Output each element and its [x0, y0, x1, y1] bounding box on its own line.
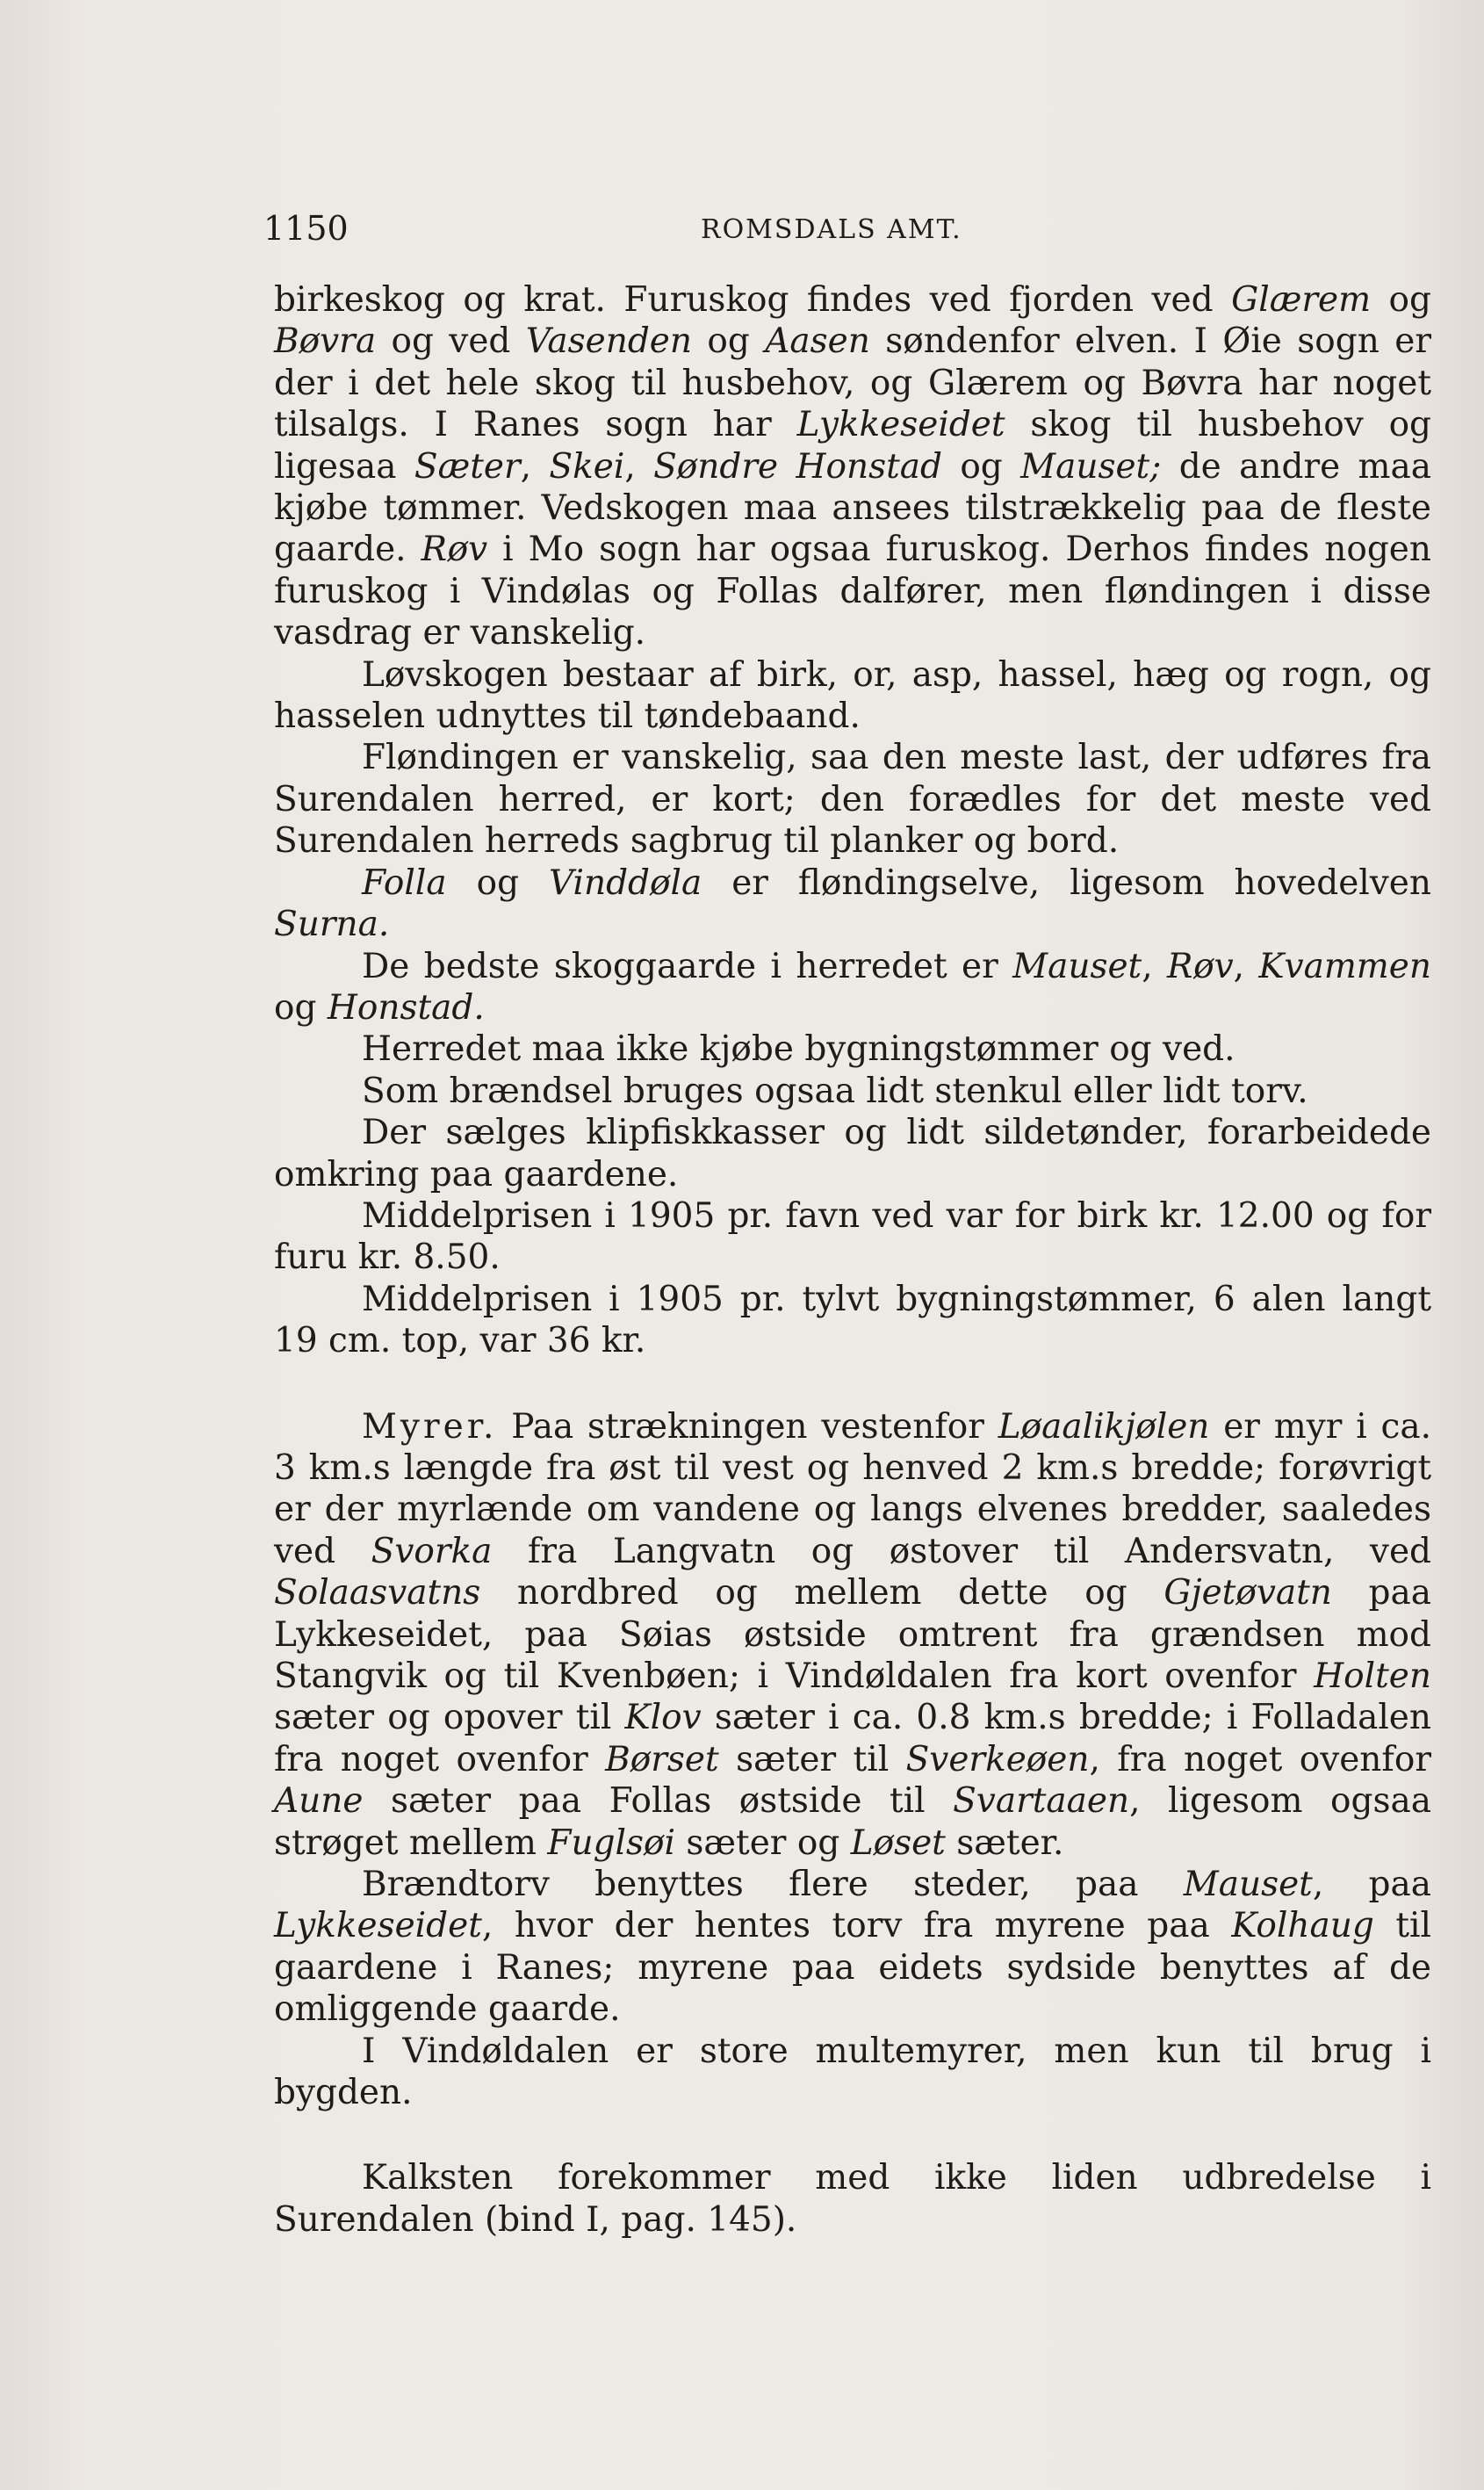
paragraph-best-farms: De bedste skoggaarde i herredet er Mauset, Røv, Kvammen og Honstad. — [274, 946, 1431, 1028]
paragraph-price-wood: Middelprisen i 1905 pr. favn ved var for birk kr. 12.00 og for furu kr. 8.50. — [274, 1195, 1431, 1278]
paragraph-cloudberry: I Vindøldalen er store multemyrer, men kun til brug i bygden. — [274, 2031, 1431, 2113]
paragraph-floating: Fløndingen er vanskelig, saa den meste last, der udføres fra Surendalen herred, er kort; den forædles for det meste ved Surendalen herreds sagbrug til planker og bord. — [274, 738, 1431, 862]
paragraph-peat: Brændtorv benyttes flere steder, paa Mauset, paa Lykkeseidet, hvor der hentes torv fra myrene paa Kolhaug til gaardene i Ranes; myrene paa eidets sydside benyttes af de omliggende gaarde. — [274, 1865, 1432, 2030]
paragraph-timber-purchase: Herredet maa ikke kjøbe bygningstømmer og ved. — [362, 1029, 1235, 1070]
paragraph-rivers: Folla og Vinddøla er fløndingselve, ligesom hovedelven Surna. — [274, 862, 1431, 945]
page-header — [263, 209, 1431, 253]
paragraph-boxes: Der sælges klipfiskkasser og lidt sildetønder, forarbeidede omkring paa gaardene. — [274, 1113, 1431, 1194]
body-text — [274, 279, 1431, 2241]
running-head: ROMSDALS AMT. — [701, 214, 962, 245]
paragraph-deciduous: Løvskogen bestaar af birk, or, asp, hassel, hæg og rogn, og hasselen udnyttes til tøndebaand. — [274, 654, 1431, 737]
paragraph-bogs: Myrer. Paa strækningen vestenfor Løaalikjølen er myr i ca. 3 km.s længde fra øst til vest og henved 2 km.s bredde; forøvrigt er der myrlænde om vandene og langs elvenes bredder, saaledes ved Svorka fra Langvatn og østover til Andersvatn, ved Solaasvatns nordbred og mellem dette og Gjetøvatn paa Lykkeseidet, paa Søias østside omtrent fra grændsen mod Stangvik og til Kvenbøen; i Vindøldalen fra kort ovenfor Holten sæter og opover til Klov sæter i ca. 0.8 km.s bredde; i Folladalen fra noget ovenfor Børset sæter til Sverkeøen, fra noget ovenfor Aune sæter paa Follas østside til Svartaaen, ligesom ogsaa strøget mellem Fuglsøi sæter og Løset sæter. — [274, 1406, 1432, 1863]
paragraph-price-timber: Middelprisen i 1905 pr. tylvt bygningstømmer, 6 alen langt 19 cm. top, var 36 kr. — [274, 1279, 1431, 1361]
paragraph-forests: birkeskog og krat. Furuskog findes ved fjorden ved Glærem og Bøvra og ved Vasenden og Aasen søndenfor elven. I Øie sogn er der i det hele skog til husbehov, og Glærem og Bøvra har noget tilsalgs. I Ranes sogn har Lykkeseidet skog til husbehov og ligesaa Sæter, Skei, Søndre Honstad og Mauset; de andre maa kjøbe tømmer. Vedskogen maa ansees tilstrækkelig paa de fleste gaarde. Røv i Mo sogn har ogsaa furuskog. Derhos findes nogen furuskog i Vindølas og Follas dalfører, men fløndingen i disse vasdrag er vanskelig. — [274, 280, 1432, 653]
section-heading-myrer: Myrer. — [362, 1406, 498, 1447]
paragraph-limestone: Kalksten forekommer med ikke liden udbredelse i Surendalen (bind I, pag. 145). — [274, 2158, 1431, 2240]
page-number: 1150 — [263, 209, 349, 248]
paragraph-fuel: Som brændsel bruges ogsaa lidt stenkul eller lidt torv. — [362, 1071, 1308, 1111]
